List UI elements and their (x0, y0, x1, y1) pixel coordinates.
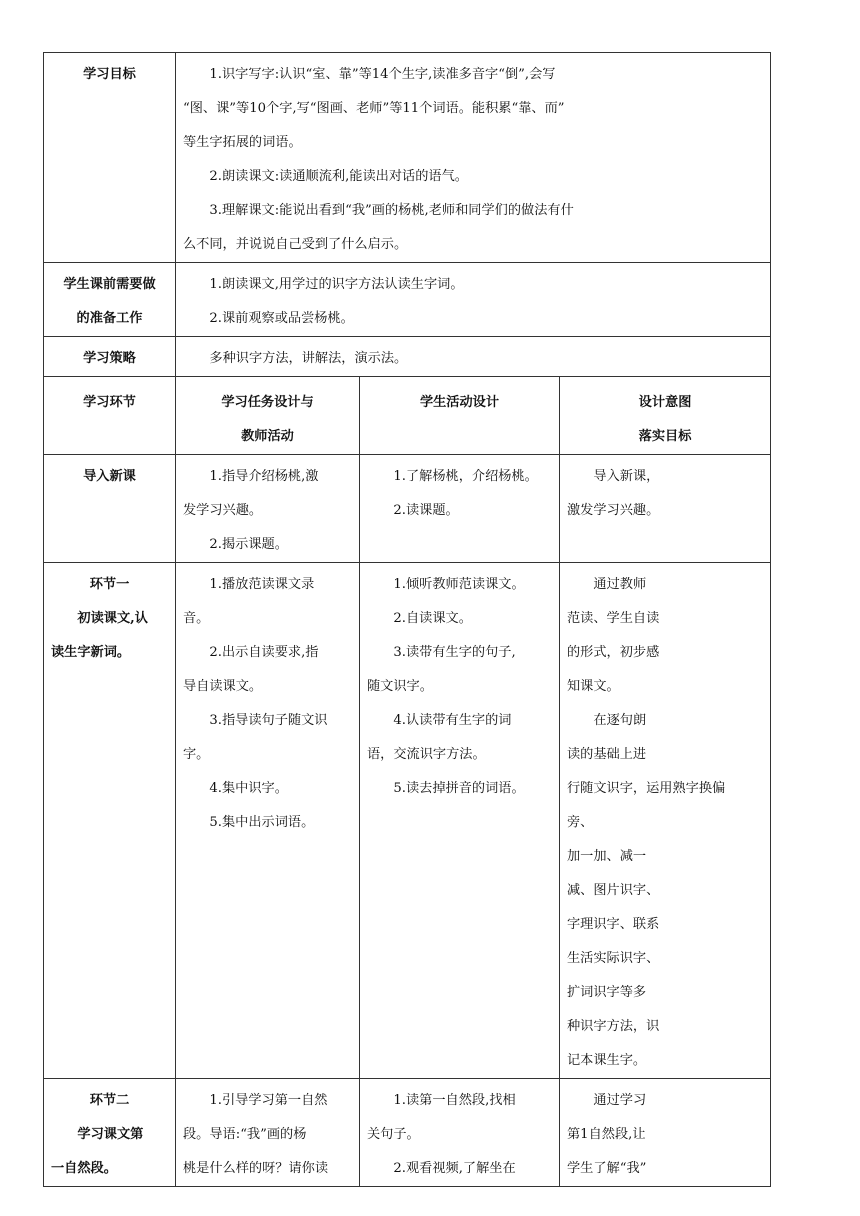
goals-line: “图、课”等10个字,写“图画、老师”等11个词语。能积累“靠、而” (183, 101, 565, 116)
stage1-name: 初读课文,认 (77, 611, 148, 626)
stage1-intent-line: 的形式，初步感 (567, 645, 660, 660)
goals-line: 2.朗读课文:读通顺流利,能读出对话的语气。 (209, 169, 468, 184)
stage2-student-line: 1.读第一自然段,找相 (393, 1093, 516, 1108)
stage2-teacher-line: 1.引导学习第一自然 (209, 1093, 328, 1108)
stage2-name: 学习课文第 (77, 1127, 144, 1142)
stage1-name: 读生字新词。 (51, 645, 131, 660)
strategy-text: 多种识字方法，讲解法，演示法。 (209, 351, 408, 366)
goals-line: 等生字拓展的词语。 (183, 135, 302, 150)
header-teacher (176, 377, 360, 455)
header-intent-line: 落实目标 (638, 429, 692, 444)
prep-label-line: 学生课前需要做 (63, 277, 156, 292)
stage2-intent-line: 第1自然段,让 (567, 1127, 646, 1142)
stage2-teacher-line: 段。导语:“我”画的杨 (183, 1127, 307, 1142)
stage2-title: 环节二 (89, 1093, 130, 1108)
stage2-name: 一自然段。 (51, 1161, 117, 1176)
stage1-teacher-line: 音。 (183, 611, 210, 626)
stage1-intent-line: 加一加、减一 (567, 849, 647, 864)
header-stage: 学习环节 (44, 377, 176, 455)
intro-intent-line: 导入新课， (593, 469, 660, 484)
goals-content (176, 53, 771, 263)
prep-line: 2.课前观察或品尝杨桃。 (209, 311, 354, 326)
stage1-intent-line: 减、图片识字、 (567, 883, 660, 898)
stage1-teacher-line: 3.指导读句子随文识 (209, 713, 328, 728)
stage2-intent (560, 1079, 771, 1187)
stage1-intent-line: 通过教师 (593, 577, 647, 592)
stage1-student-line: 1.倾听教师范读课文。 (393, 577, 525, 592)
prep-label (44, 263, 176, 337)
stage1-student-line: 2.自读课文。 (393, 611, 472, 626)
intro-teacher-line: 2.揭示课题。 (209, 537, 288, 552)
stage1-teacher-line: 5.集中出示词语。 (209, 815, 315, 830)
goals-line: 3.理解课文:能说出看到“我”画的杨桃,老师和同学们的做法有什 (209, 203, 574, 218)
stage1-row (44, 563, 771, 1079)
stage1-student-line: 语，交流识字方法。 (367, 747, 486, 762)
stage1-teacher-line: 4.集中识字。 (209, 781, 288, 796)
header-teacher-line: 学习任务设计与 (221, 395, 314, 410)
stage1-intent-line: 字理识字、联系 (567, 917, 660, 932)
strategy-content (176, 337, 771, 377)
stage1-teacher-line: 导自读课文。 (183, 679, 263, 694)
stage1-stage (44, 563, 176, 1079)
stage1-intent-line: 种识字方法，识 (567, 1019, 660, 1034)
stage1-teacher-line: 字。 (183, 747, 210, 762)
intro-student-line: 2.读课题。 (393, 503, 459, 518)
intro-intent (560, 455, 771, 563)
stage2-student-line: 2.观看视频,了解坐在 (393, 1161, 516, 1176)
prep-content (176, 263, 771, 337)
intro-teacher-line: 发学习兴趣。 (183, 503, 263, 518)
goals-line: 么不同，并说说自己受到了什么启示。 (183, 237, 408, 252)
stage1-intent-line: 生活实际识字、 (567, 951, 660, 966)
stage1-teacher-line: 1.播放范读课文录 (209, 577, 315, 592)
stage1-student-line: 随文识字。 (367, 679, 433, 694)
stage1-intent-line: 在逐句朗 (593, 713, 647, 728)
stage1-intent-line: 读的基础上进 (567, 747, 647, 762)
stage1-student (360, 563, 560, 1079)
stage2-teacher (176, 1079, 360, 1187)
intro-student (360, 455, 560, 563)
prep-label-line: 的准备工作 (76, 311, 143, 326)
stage2-intent-line: 学生了解“我” (567, 1161, 647, 1176)
header-student: 学生活动设计 (360, 377, 560, 455)
intro-teacher-line: 1.指导介绍杨桃,激 (209, 469, 319, 484)
lesson-plan-table (43, 52, 771, 1187)
stage1-intent-line: 扩词识字等多 (567, 985, 647, 1000)
stage1-student-line: 3.读带有生字的句子, (393, 645, 516, 660)
stage1-student-line: 4.认读带有生字的词 (393, 713, 512, 728)
intro-student-line: 1.了解杨桃，介绍杨桃。 (393, 469, 538, 484)
intro-row (44, 455, 771, 563)
stage2-intent-line: 通过学习 (593, 1093, 647, 1108)
intro-teacher (176, 455, 360, 563)
stage1-intent-line: 范读、学生自读 (567, 611, 660, 626)
stage2-teacher-line: 桃是什么样的呀？请你读 (183, 1161, 329, 1176)
stage1-intent-line: 行随文识字，运用熟字换偏 (567, 781, 726, 796)
goals-label: 学习目标 (44, 53, 176, 263)
intro-intent-line: 激发学习兴趣。 (567, 503, 660, 518)
stage2-row (44, 1079, 771, 1187)
goals-row (44, 53, 771, 263)
stage2-student-line: 关句子。 (367, 1127, 420, 1142)
stage1-intent-line: 旁、 (567, 815, 594, 830)
header-intent (560, 377, 771, 455)
stage2-stage (44, 1079, 176, 1187)
prep-row (44, 263, 771, 337)
stage1-intent-line: 知课文。 (567, 679, 620, 694)
stage1-intent-line: 记本课生字。 (567, 1053, 647, 1068)
strategy-row (44, 337, 771, 377)
prep-line: 1.朗读课文,用学过的识字方法认读生字词。 (209, 277, 464, 292)
stage1-intent (560, 563, 771, 1079)
goals-line: 1.识字写字:认识“室、靠”等14个生字,读准多音字“倒”,会写 (209, 67, 556, 82)
strategy-label: 学习策略 (44, 337, 176, 377)
stage1-title: 环节一 (89, 577, 130, 592)
stage1-student-line: 5.读去掉拼音的词语。 (393, 781, 525, 796)
stage2-student (360, 1079, 560, 1187)
header-teacher-line: 教师活动 (241, 429, 294, 444)
header-row (44, 377, 771, 455)
stage1-teacher (176, 563, 360, 1079)
intro-stage: 导入新课 (44, 455, 176, 563)
stage1-teacher-line: 2.出示自读要求,指 (209, 645, 319, 660)
header-intent-line: 设计意图 (638, 395, 692, 410)
